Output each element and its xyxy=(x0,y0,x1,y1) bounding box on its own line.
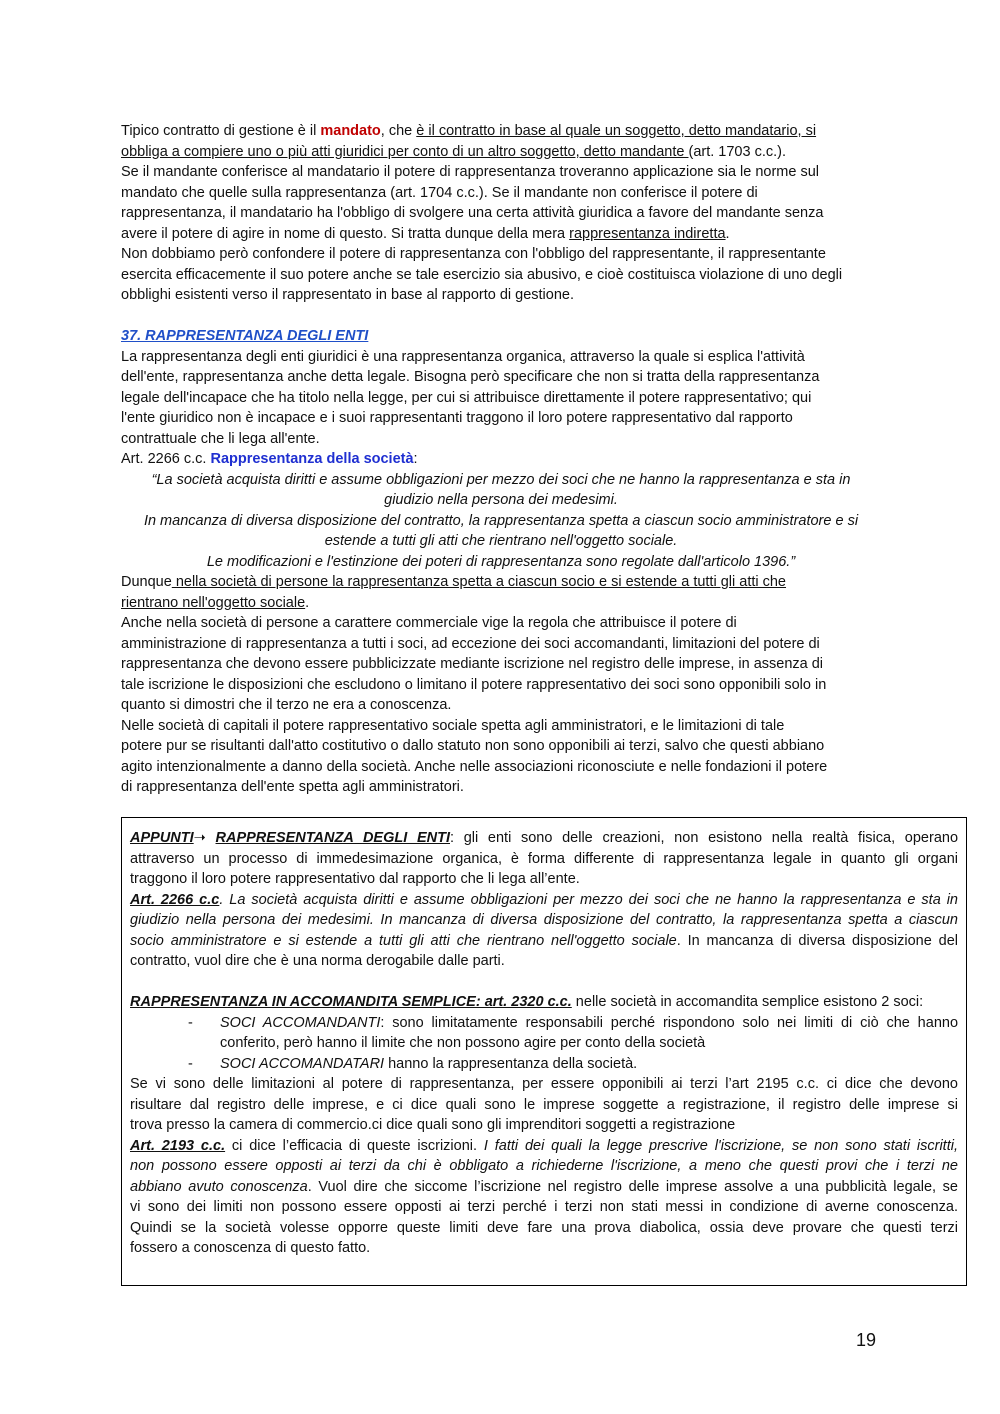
text-line: Se vi sono delle limitazioni al potere di rappresentanza, per essere opponibili ai terzi l’art 2195 c.c. ci dice che devono xyxy=(130,1076,958,1092)
text-line: Non dobbiamo però confondere il potere di rappresentanza con l'obbligo del rappresentante, il rappresentante xyxy=(121,246,826,262)
text-line: Anche nella società di persone a carattere commerciale vige la regola che attribuisce il potere di xyxy=(121,615,737,631)
text: avere il potere di agire in nome di questo. Si tratta dunque della mera xyxy=(121,225,570,242)
text-line xyxy=(130,1177,958,1198)
text-line: risultare dal registro delle imprese, e ci dice quali sono le imprese soggette a registrazione, il registro delle imprese si xyxy=(130,1096,958,1113)
list-item xyxy=(130,1013,958,1034)
text-line: tale iscrizione le disposizioni che escludono o limitano il potere rappresentativo dei soci sono opponibili solo in xyxy=(121,676,827,693)
text-line: attraverso un processo di immedesimazione organica, è forma differente di rappresentanza legale in quanto gli organi xyxy=(130,850,958,867)
quote-line: Le modificazioni e l'estinzione dei poteri di rappresentanza sono regolate dall'articolo 1396.” xyxy=(206,553,796,570)
underlined-definition: obbliga a compiere uno o più atti giuridici per conto di un altro soggetto, detto mandante xyxy=(121,143,689,160)
text-line: contratto, vuol dire che è una norma derogabile dalle parti. xyxy=(130,953,505,969)
text: . xyxy=(725,225,730,242)
text-line: di rappresentanza dell'ente spetta agli amministratori. xyxy=(121,779,464,795)
quote-line: In mancanza di diversa disposizione del contratto, la rappresentanza spetta a ciascun socio amministratore e si xyxy=(143,512,859,529)
text: Tipico contratto di gestione è il xyxy=(121,123,321,139)
text-line: legale dell'incapace che ha titolo nella legge, per cui si attribuisce direttamente il potere rappresentativo; qui xyxy=(121,389,812,406)
text-line: amministrazione di rappresentanza a tutti i soci, ad eccezione dei soci accomandanti, limitazioni del potere di xyxy=(121,635,820,652)
text: : xyxy=(413,451,418,467)
text-line xyxy=(121,572,881,593)
text-line: agito intenzionalmente a danno della società. Anche nelle associazioni riconosciute e nelle fondazioni il potere xyxy=(121,758,828,775)
underlined-definition: è il contratto in base al quale un soggetto, detto mandatario, si xyxy=(416,123,817,139)
text-line: fossero a conoscenza di questo fatto. xyxy=(130,1240,371,1256)
text: Dunque xyxy=(121,574,172,590)
text-line: quanto si dimostri che il terzo ne era a conoscenza. xyxy=(121,697,452,713)
text-line xyxy=(130,931,958,952)
page-number: 19 xyxy=(856,1330,877,1350)
text: . In mancanza di diversa disposizione del xyxy=(676,932,958,949)
text: Art. 2266 c.c. xyxy=(121,451,211,467)
text-line: potere pur se risultanti dall'atto costitutivo o dallo statuto non sono opponibili ai terzi, salvo che questi abbiano xyxy=(121,738,825,754)
text-line xyxy=(121,593,881,614)
bullet-dash: - xyxy=(188,1014,193,1031)
notes-box xyxy=(121,817,967,1286)
text: : gli enti sono delle creazioni, non esistono nella realtà fisica, operano xyxy=(450,830,959,846)
text-line xyxy=(130,1136,958,1157)
text: . xyxy=(305,594,310,611)
text: (art. 1703 c.c.). xyxy=(688,143,786,160)
blank-line xyxy=(130,972,958,993)
section-heading: 37. RAPPRESENTANZA DEGLI ENTI xyxy=(121,328,369,344)
text-line: Nelle società di capitali il potere rappresentativo sociale spetta agli amministratori, e le limitazioni di tale xyxy=(121,717,785,734)
text-line: mandato che quelle sulla rappresentanza (art. 1704 c.c.). Se il mandante non conferisce il potere di xyxy=(121,184,758,201)
text: ci dice l’efficacia di queste iscrizioni. xyxy=(225,1137,484,1154)
text: nelle società in accomandita semplice esistono 2 soci: xyxy=(571,994,924,1010)
intro-paragraph xyxy=(121,121,881,306)
text-line: l'ente giuridico non è incapace e i suoi rappresentanti traggono il loro potere rappresentativo dal rapporto xyxy=(121,410,793,426)
underlined-term: rappresentanza indiretta xyxy=(569,225,726,242)
text: , che xyxy=(380,123,417,139)
text: hanno la rappresentanza della società. xyxy=(384,1055,638,1072)
quote-line: giudizio nella persona dei medesimi. xyxy=(384,492,618,508)
underlined-text: rientrano nell'oggetto sociale xyxy=(121,594,306,611)
quote-text: abbiano avuto conoscenza xyxy=(130,1178,308,1195)
notes-content xyxy=(130,828,958,1259)
text-line: traggono il loro potere rappresentativo dal rapporto che li lega all’ente. xyxy=(130,871,580,887)
text-line xyxy=(130,992,958,1013)
quote-line: “La società acquista diritti e assume obbligazioni per mezzo dei soci che ne hanno la rappresentanza e sta in xyxy=(151,471,851,488)
bullet-dash: - xyxy=(188,1055,193,1072)
article-title: Rappresentanza della società xyxy=(210,451,414,467)
text-line xyxy=(130,890,958,911)
notes-label: APPUNTI xyxy=(130,830,194,846)
text-line: rappresentanza, il mandatario ha l'obbligo di svolgere una certa attività giuridica a favore del mandante senza xyxy=(121,205,824,221)
section-37 xyxy=(121,326,881,798)
text-line: Se il mandante conferisce al mandatario il potere di rappresentanza troveranno applicazione sia le norme sul xyxy=(121,164,820,180)
text-line: contrattuale che li lega all'ente. xyxy=(121,430,320,447)
arrow-icon: ➝ xyxy=(193,830,206,846)
quote-line: giudizio nella persona dei medesimi. In mancanza di diversa disposizione del contratto, la rappresentanza spetta a ciascun xyxy=(130,912,958,928)
text-line xyxy=(121,224,881,245)
list-term: SOCI ACCOMANDATARI xyxy=(220,1055,385,1072)
list-item xyxy=(130,1054,958,1075)
text-line xyxy=(121,142,881,163)
article-reference xyxy=(121,449,881,470)
text-line: La rappresentanza degli enti giuridici è una rappresentanza organica, attraverso la quale si esplica l'attività xyxy=(121,348,805,365)
mandato-term: mandato xyxy=(320,123,381,139)
underlined-text: nella società di persone la rappresentanza spetta a ciascun socio e si estende a tutti gli atti che xyxy=(171,574,787,590)
text: . Vuol dire che siccome l’iscrizione nel registro delle imprese assolve a una pubblicità legale, se xyxy=(307,1178,958,1195)
text-line xyxy=(130,828,958,849)
text-line: vi sono dei limiti non possono essere opposti ai terzi perché i terzi non stati messi in condizione di averne conoscenza. xyxy=(130,1199,958,1215)
list-item-continuation: conferito, però hanno il limite che non possono agire per conto della società xyxy=(220,1035,706,1051)
quote-text: socio amministratore e si estende a tutti gli atti che rientrano nell'oggetto sociale xyxy=(130,932,677,949)
text-line xyxy=(121,121,881,142)
quote-line: estende a tutti gli atti che rientrano nell'oggetto sociale. xyxy=(324,533,678,549)
quote-line: non possono essere opposti ai terzi da chi è obbligato a richiederne l'iscrizione, a meno che questi provi che i terzi ne xyxy=(130,1158,958,1174)
article-label: Art. 2266 c.c xyxy=(130,891,220,908)
text-line: obblighi esistenti verso il rappresentato in base al rapporto di gestione. xyxy=(121,287,574,303)
text: : sono limitatamente responsabili perché rispondono solo nei limiti di ciò che hanno xyxy=(380,1014,959,1031)
accomandita-heading: RAPPRESENTANZA IN ACCOMANDITA SEMPLICE: art. 2320 c.c. xyxy=(130,994,572,1010)
quote-text: I fatti dei quali la legge prescrive l'iscrizione, se non sono stati iscritti, xyxy=(483,1137,958,1154)
quote-text: . La società acquista diritti e assume obbligazioni per mezzo dei soci che ne hanno la rappresentanza e sta in xyxy=(219,891,958,908)
text-line: esercita efficacemente il suo potere anche se tale esercizio sia abusivo, e cioè costituisca violazione di uno degli xyxy=(121,266,843,283)
text-line: trova presso la camera di commercio.ci dice quali sono gli imprenditori soggetti a registrazione xyxy=(130,1117,736,1133)
text-line: Quindi se la società volesse opporre queste limiti deve fare una prova diabolica, ossia deve provare che questi terzi xyxy=(130,1219,958,1236)
notes-title: RAPPRESENTANZA DEGLI ENTI xyxy=(215,830,450,846)
text-line: rappresentanza che devono essere pubblicizzate mediante iscrizione nel registro delle imprese, in assenza di xyxy=(121,656,824,672)
list-term: SOCI ACCOMANDANTI xyxy=(220,1014,381,1031)
text-line: dell'ente, rappresentanza anche detta legale. Bisogna però specificare che non si tratta della rappresentanza xyxy=(121,369,820,385)
article-label: Art. 2193 c.c. xyxy=(130,1137,226,1154)
